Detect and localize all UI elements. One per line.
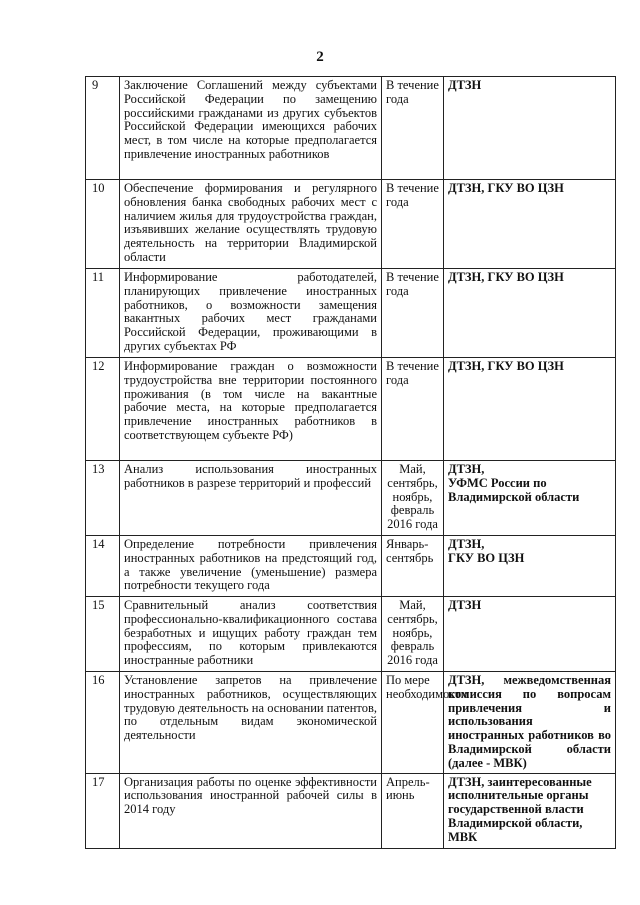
term-cell: По мере необходимости — [382, 672, 444, 774]
row-number: 13 — [86, 461, 120, 536]
table-row — [86, 773, 616, 848]
executor-cell: ДТЗН, ГКУ ВО ЦЗН — [444, 269, 616, 358]
row-number: 14 — [86, 536, 120, 597]
executor-cell: ДТЗН, заинтересованные исполнительные органы государственной власти Владимирской области, МВК — [444, 773, 616, 848]
executor-cell: ДТЗН, ГКУ ВО ЦЗН — [444, 358, 616, 461]
term-cell: В течение года — [382, 358, 444, 461]
row-number: 15 — [86, 597, 120, 672]
table-row — [86, 536, 616, 597]
row-number: 11 — [86, 269, 120, 358]
term-cell: Май, сентябрь, ноябрь, февраль 2016 года — [382, 461, 444, 536]
activity-cell: Информирование работодателей, планирующих привлечение иностранных работников, о возможности замещения вакантных рабочих мест гражданами Российской Федерации, проживающими в других субъектах РФ — [120, 269, 382, 358]
table-row — [86, 180, 616, 269]
table-row — [86, 461, 616, 536]
table-row — [86, 358, 616, 461]
term-cell: В течение года — [382, 180, 444, 269]
table-row — [86, 269, 616, 358]
activity-cell: Сравнительный анализ соответствия профессионально-квалификационного состава безработных и ищущих работу граждан тем профессиям, по которым привлекаются иностранные работники — [120, 597, 382, 672]
executor-cell: ДТЗН — [444, 77, 616, 180]
activity-cell: Анализ использования иностранных работников в разрезе территорий и профессий — [120, 461, 382, 536]
term-cell: В течение года — [382, 269, 444, 358]
table-row — [86, 672, 616, 774]
executor-cell: ДТЗН, ГКУ ВО ЦЗН — [444, 536, 616, 597]
activity-cell: Информирование граждан о возможности трудоустройства вне территории постоянного проживания (в том числе на вакантные рабочие места, на которые предполагается привлечение иностранных работников в соответствующем субъекте РФ) — [120, 358, 382, 461]
row-number: 9 — [86, 77, 120, 180]
row-number: 16 — [86, 672, 120, 774]
term-cell: Апрель-июнь — [382, 773, 444, 848]
activity-cell: Обеспечение формирования и регулярного обновления банка свободных рабочих мест с наличием жилья для трудоустройства граждан, изъявивших желание осуществлять трудовую деятельность на территории Владимирской области — [120, 180, 382, 269]
row-number: 12 — [86, 358, 120, 461]
activity-cell: Определение потребности привлечения иностранных работников на предстоящий год, а также увеличение (уменьшение) размера потребности текущего года — [120, 536, 382, 597]
executor-cell: ДТЗН, УФМС России по Владимирской области — [444, 461, 616, 536]
row-number: 10 — [86, 180, 120, 269]
table-row — [86, 597, 616, 672]
activity-cell: Заключение Соглашений между субъектами Российской Федерации по замещению российскими гражданами из других субъектов Российской Федерации имеющихся рабочих мест, в том числе на которые предполагается привлечение иностранных работников — [120, 77, 382, 180]
table-row — [86, 77, 616, 180]
executor-cell: ДТЗН, межведомственная комиссия по вопросам привлечения и использования иностранных работников во Владимирской области (далее - МВК) — [444, 672, 616, 774]
term-cell: Май, сентябрь, ноябрь, февраль 2016 года — [382, 597, 444, 672]
term-cell: В течение года — [382, 77, 444, 180]
page-number: 2 — [316, 49, 324, 65]
activity-cell: Установление запретов на привлечение иностранных работников, осуществляющих трудовую деятельность на основании патентов, по отдельным видам экономической деятельности — [120, 672, 382, 774]
plan-table — [85, 76, 616, 849]
term-cell: Январь-сентябрь — [382, 536, 444, 597]
executor-cell: ДТЗН, ГКУ ВО ЦЗН — [444, 180, 616, 269]
row-number: 17 — [86, 773, 120, 848]
activity-cell: Организация работы по оценке эффективности использования иностранной рабочей силы в 2014 году — [120, 773, 382, 848]
executor-cell: ДТЗН — [444, 597, 616, 672]
